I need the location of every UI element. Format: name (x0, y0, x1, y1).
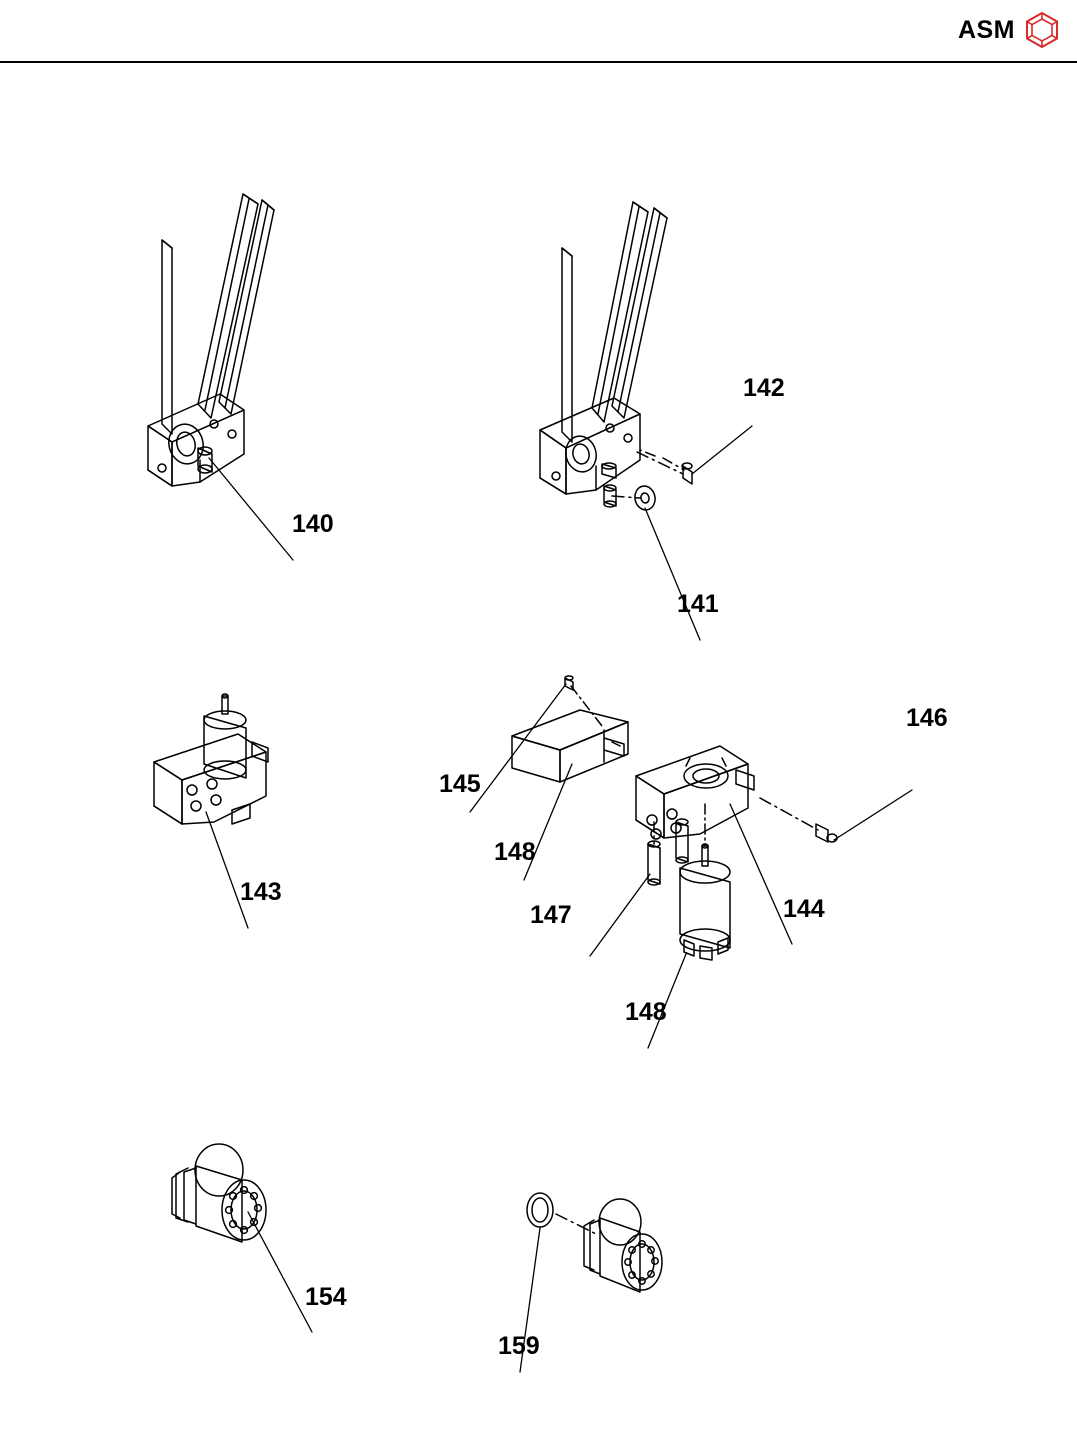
callout-144: 144 (783, 895, 825, 923)
callout-141: 141 (677, 590, 719, 618)
part-group-140 (148, 194, 293, 560)
part-group-141-142 (540, 202, 752, 640)
callout-154: 154 (305, 1283, 347, 1311)
callout-143: 143 (240, 878, 282, 906)
callout-142: 142 (743, 374, 785, 402)
part-group-159 (520, 1193, 662, 1372)
technical-drawing (0, 62, 1077, 1449)
callout-145: 145 (439, 770, 481, 798)
page-header (0, 0, 1077, 62)
callout-148-upper: 148 (494, 838, 536, 866)
brand-name: ASM (957, 15, 1015, 44)
hexagon-cube-icon (1025, 12, 1059, 48)
callout-140: 140 (292, 510, 334, 538)
callout-159: 159 (498, 1332, 540, 1360)
part-group-154 (172, 1144, 312, 1332)
brand-logo (958, 12, 1059, 48)
part-group-144-148 (470, 676, 912, 1048)
callout-148-lower: 148 (625, 998, 667, 1026)
callout-146: 146 (906, 704, 948, 732)
callout-147: 147 (530, 901, 572, 929)
